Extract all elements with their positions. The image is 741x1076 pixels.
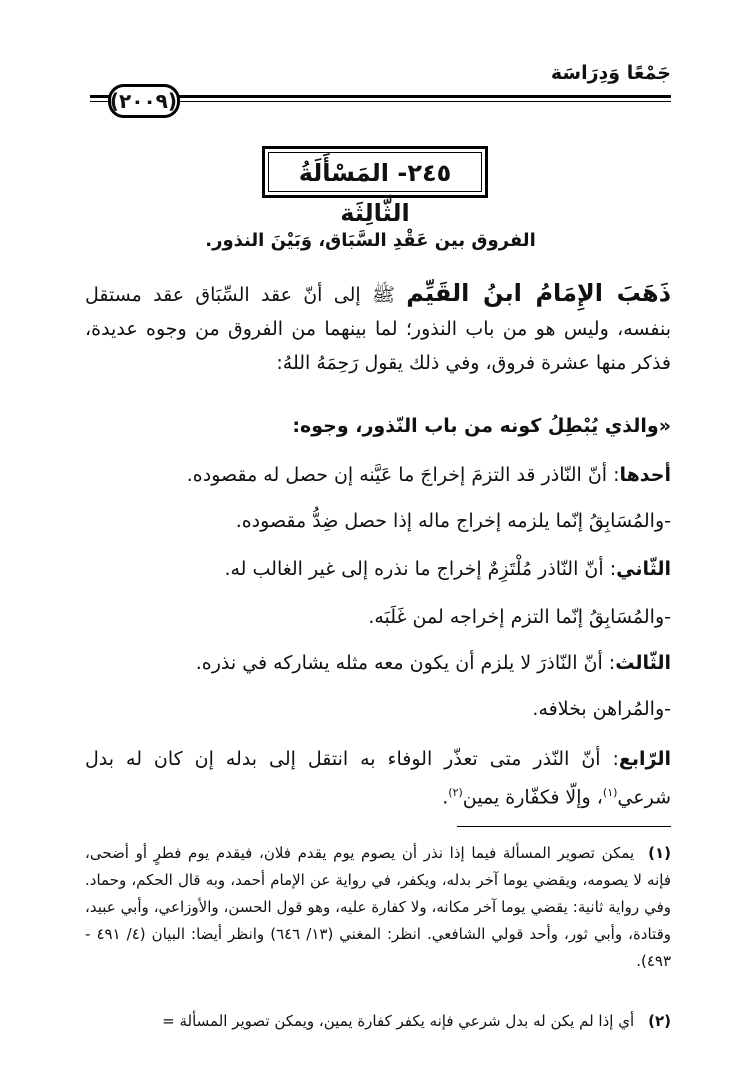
footnote-number: (١): [648, 844, 671, 862]
quote-item: الثّالث: أنّ النّاذرَ لا يلزم أن يكون معه مثله يشاركه في نذره.: [195, 652, 671, 674]
quote-item: -والمُسَابِقُ إنّما التزم إخراجه لمن غَلَبَه.: [368, 606, 671, 628]
footnote-separator: [457, 826, 671, 827]
footnote-text: يمكن تصوير المسألة فيما إذا نذر أن يصوم يوم يقدم فلان، فيقدم يوم فطرٍ أو أضحى، فإنه لا يصومه، ويقضي يوما آخر بدله، ويكفر، في رواية عن الإمام أحمد، وبه قال الحكم، وحماد. وفي رواية ثانية: يقضي يوما آخر مكانه، ولا كفارة عليه، وهو قول الحسن، والأوزاعي، وأبي عبيد، وقتادة، وأبي ثور، وأحد قولي الشافعي. انظر: المغني (١٣/ ٦٤٦) وانظر أيضا: البيان (٤/ ٤٩١ - ٤٩٣).: [85, 844, 671, 970]
intro-paragraph: [85, 276, 671, 380]
footnote-2: [85, 1008, 671, 1035]
section-subtitle: الفروق بين عَقْدِ السَّبَاق، وَبَيْنَ النذور.: [205, 230, 536, 251]
intro-lead: ذَهَبَ الإِمَامُ ابنُ القَيِّم: [406, 279, 672, 307]
quote-item: الثّاني: أنّ النّاذر مُلْتَزِمٌ إخراج ما نذره إلى غير الغالب له.: [224, 558, 671, 580]
honorific-mark-2: رَحِمَهُ اللهُ: [282, 352, 359, 374]
footnote-text: أي إذا لم يكن له بدل شرعي فإنه يكفر كفارة يمين، ويمكن تصوير المسألة =: [162, 1012, 635, 1030]
quote-item-last: الرّابع: أنّ النّذر متى تعذّر الوفاء به انتقل إلى بدله إن كان له بدل شرعي$^{(١)}$، وإلّا فكفّارة يمين$^{(٢)}$.: [85, 748, 671, 809]
running-title: جَمْعًا وَدِرَاسَة: [550, 62, 671, 84]
quote-item: أحدها: أنّ النّاذر قد التزمَ إخراجَ ما عَيَّنه إن حصل له مقصوده.: [186, 464, 671, 486]
intro-text: إلى أنّ عقد السِّبَاق عقد مستقل بنفسه، وليس هو من باب النذور؛ لما بينهما من الفروق من وجوه عديدة، فذكر منها عشرة فروق، وفي ذلك يقول: [85, 284, 671, 374]
section-title: ٢٤٥- المَسْأَلَةُ الثَّالِثَة: [268, 152, 482, 192]
intro-colon: :: [276, 352, 283, 374]
section-title-frame: [262, 146, 488, 227]
honorific-mark-1: ﷺ: [371, 284, 395, 306]
footnote-ref-2[interactable]: (٢): [448, 786, 463, 799]
footnote-ref-1[interactable]: (١): [602, 786, 618, 799]
quote-intro: «والذي يُبْطِلُ كونه من باب النّذور، وجوه:: [292, 415, 671, 437]
footnote-1: [85, 840, 671, 975]
quote-item: -والمُسَابِقُ إنّما يلزمه إخراج ماله إذا حصل ضِدُّ مقصوده.: [235, 510, 671, 532]
page-number: (٢٠٠٩): [108, 84, 180, 118]
footnote-number: (٢): [648, 1012, 671, 1030]
quote-item: -والمُراهن بخلافه.: [532, 698, 671, 720]
